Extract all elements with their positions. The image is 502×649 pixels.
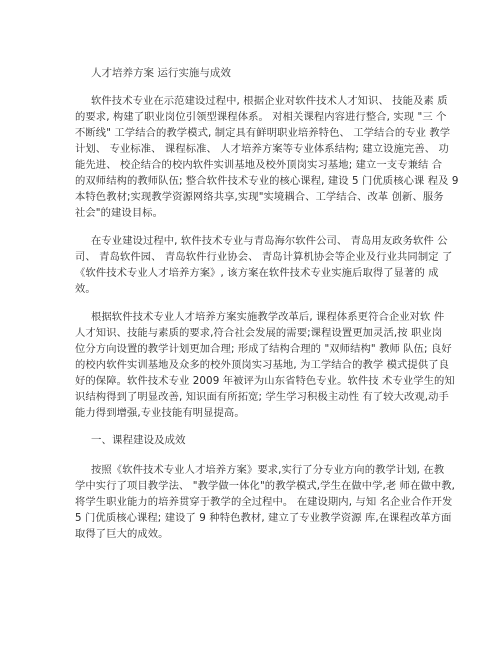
paragraph-3-line-1: 根据软件技术专业人才培养方案实施教学改革后, 课程体系更符合企业对软 件 [91, 311, 445, 323]
paragraph-1-line-6: 的双师结构的教师队伍; 整合软件技术专业的核心课程, 建设 5 门优质核心课 程及 9 [75, 175, 459, 187]
paragraph-5-line-4: 5 门优质核心课程; 建设了 9 种特色教材, 建立了专业教学资源 库,在课程改革方面 [75, 512, 452, 524]
paragraph-2-line-2: 司、 青岛软件园、 青岛软件行业协会、 青岛计算机协会等企业及行业共同制定 了 [75, 251, 453, 263]
paragraph-1-line-2: 的要求, 构建了职业岗位引领型课程体系。 对相关课程内容进行整合, 实现 "三 个 [75, 111, 447, 123]
paragraph-5-line-2: 学中实行了项目教学法、 "教学做一体化"的教学模式,学生在做中学,老 师在做中教, [75, 480, 456, 492]
section-heading: 一、课程建设及成效 [91, 434, 186, 446]
paragraph-1-line-4: 计划、 专业标准、 课程标准、 人才培养方案等专业体系结构; 建立设施完善、 功 [75, 143, 449, 155]
paragraph-2-line-1: 在专业建设过程中, 软件技术专业与青岛海尔软件公司、 青岛用友政务软件 公 [91, 235, 448, 247]
paragraph-5-line-5: 取得了巨大的成效。 [75, 528, 169, 540]
paragraph-2-line-4: 效。 [75, 283, 96, 295]
paragraph-1-line-8: 社会"的建设目标。 [75, 207, 164, 219]
paragraph-2-line-3: 《软件技术专业人才培养方案》, 该方案在软件技术专业实施后取得了显著的 成 [75, 267, 439, 279]
document-title: 人才培养方案 运行实施与成效 [91, 67, 231, 79]
paragraph-1-line-5: 能先进、 校企结合的校内软件实训基地及校外顶岗实习基地; 建立一支专兼结 合 [75, 159, 443, 171]
paragraph-5-line-3: 将学生职业能力的培养贯穿于教学的全过程中。 在建设期内, 与知 名企业合作开发 [75, 496, 453, 508]
paragraph-1-line-7: 本特色教材;实现教学资源网络共享,实现"实境耦合、工学结合、改革 创新、服务 [75, 191, 444, 203]
paragraph-3-line-3: 位分方向设置的教学计划更加合理; 形成了结构合理的 "双师结构" 教师 队伍; 良好 [75, 343, 452, 355]
paragraph-3-line-6: 识结构得到了明显改善, 知识面有所拓宽; 学生学习积极主动性 有了较大改观,动手 [75, 391, 449, 403]
paragraph-3-line-7: 能力得到增强,专业技能有明显提高。 [75, 407, 245, 419]
paragraph-3-line-5: 好的保障。软件技术专业 2009 年被评为山东省特色专业。软件技 术专业学生的知 [75, 375, 455, 387]
paragraph-1-line-3: 不断线" 工学结合的教学模式, 制定具有鲜明职业培养特色、 工学结合的专业 教学 [75, 127, 451, 139]
paragraph-3-line-2: 人才知识、技能与素质的要求,符合社会发展的需要;课程设置更加灵活,按 职业岗 [75, 327, 443, 339]
paragraph-3-line-4: 的校内软件实训基地及众多的校外顶岗实习基地, 为工学结合的教学 模式提供了良 [75, 359, 450, 371]
paragraph-5-line-1: 按照《软件技术专业人才培养方案》要求,实行了分专业方向的教学计划, 在教 [91, 464, 445, 476]
paragraph-1-line-1: 软件技术专业在示范建设过程中, 根据企业对软件技术人才知识、 技能及素 质 [91, 95, 448, 107]
